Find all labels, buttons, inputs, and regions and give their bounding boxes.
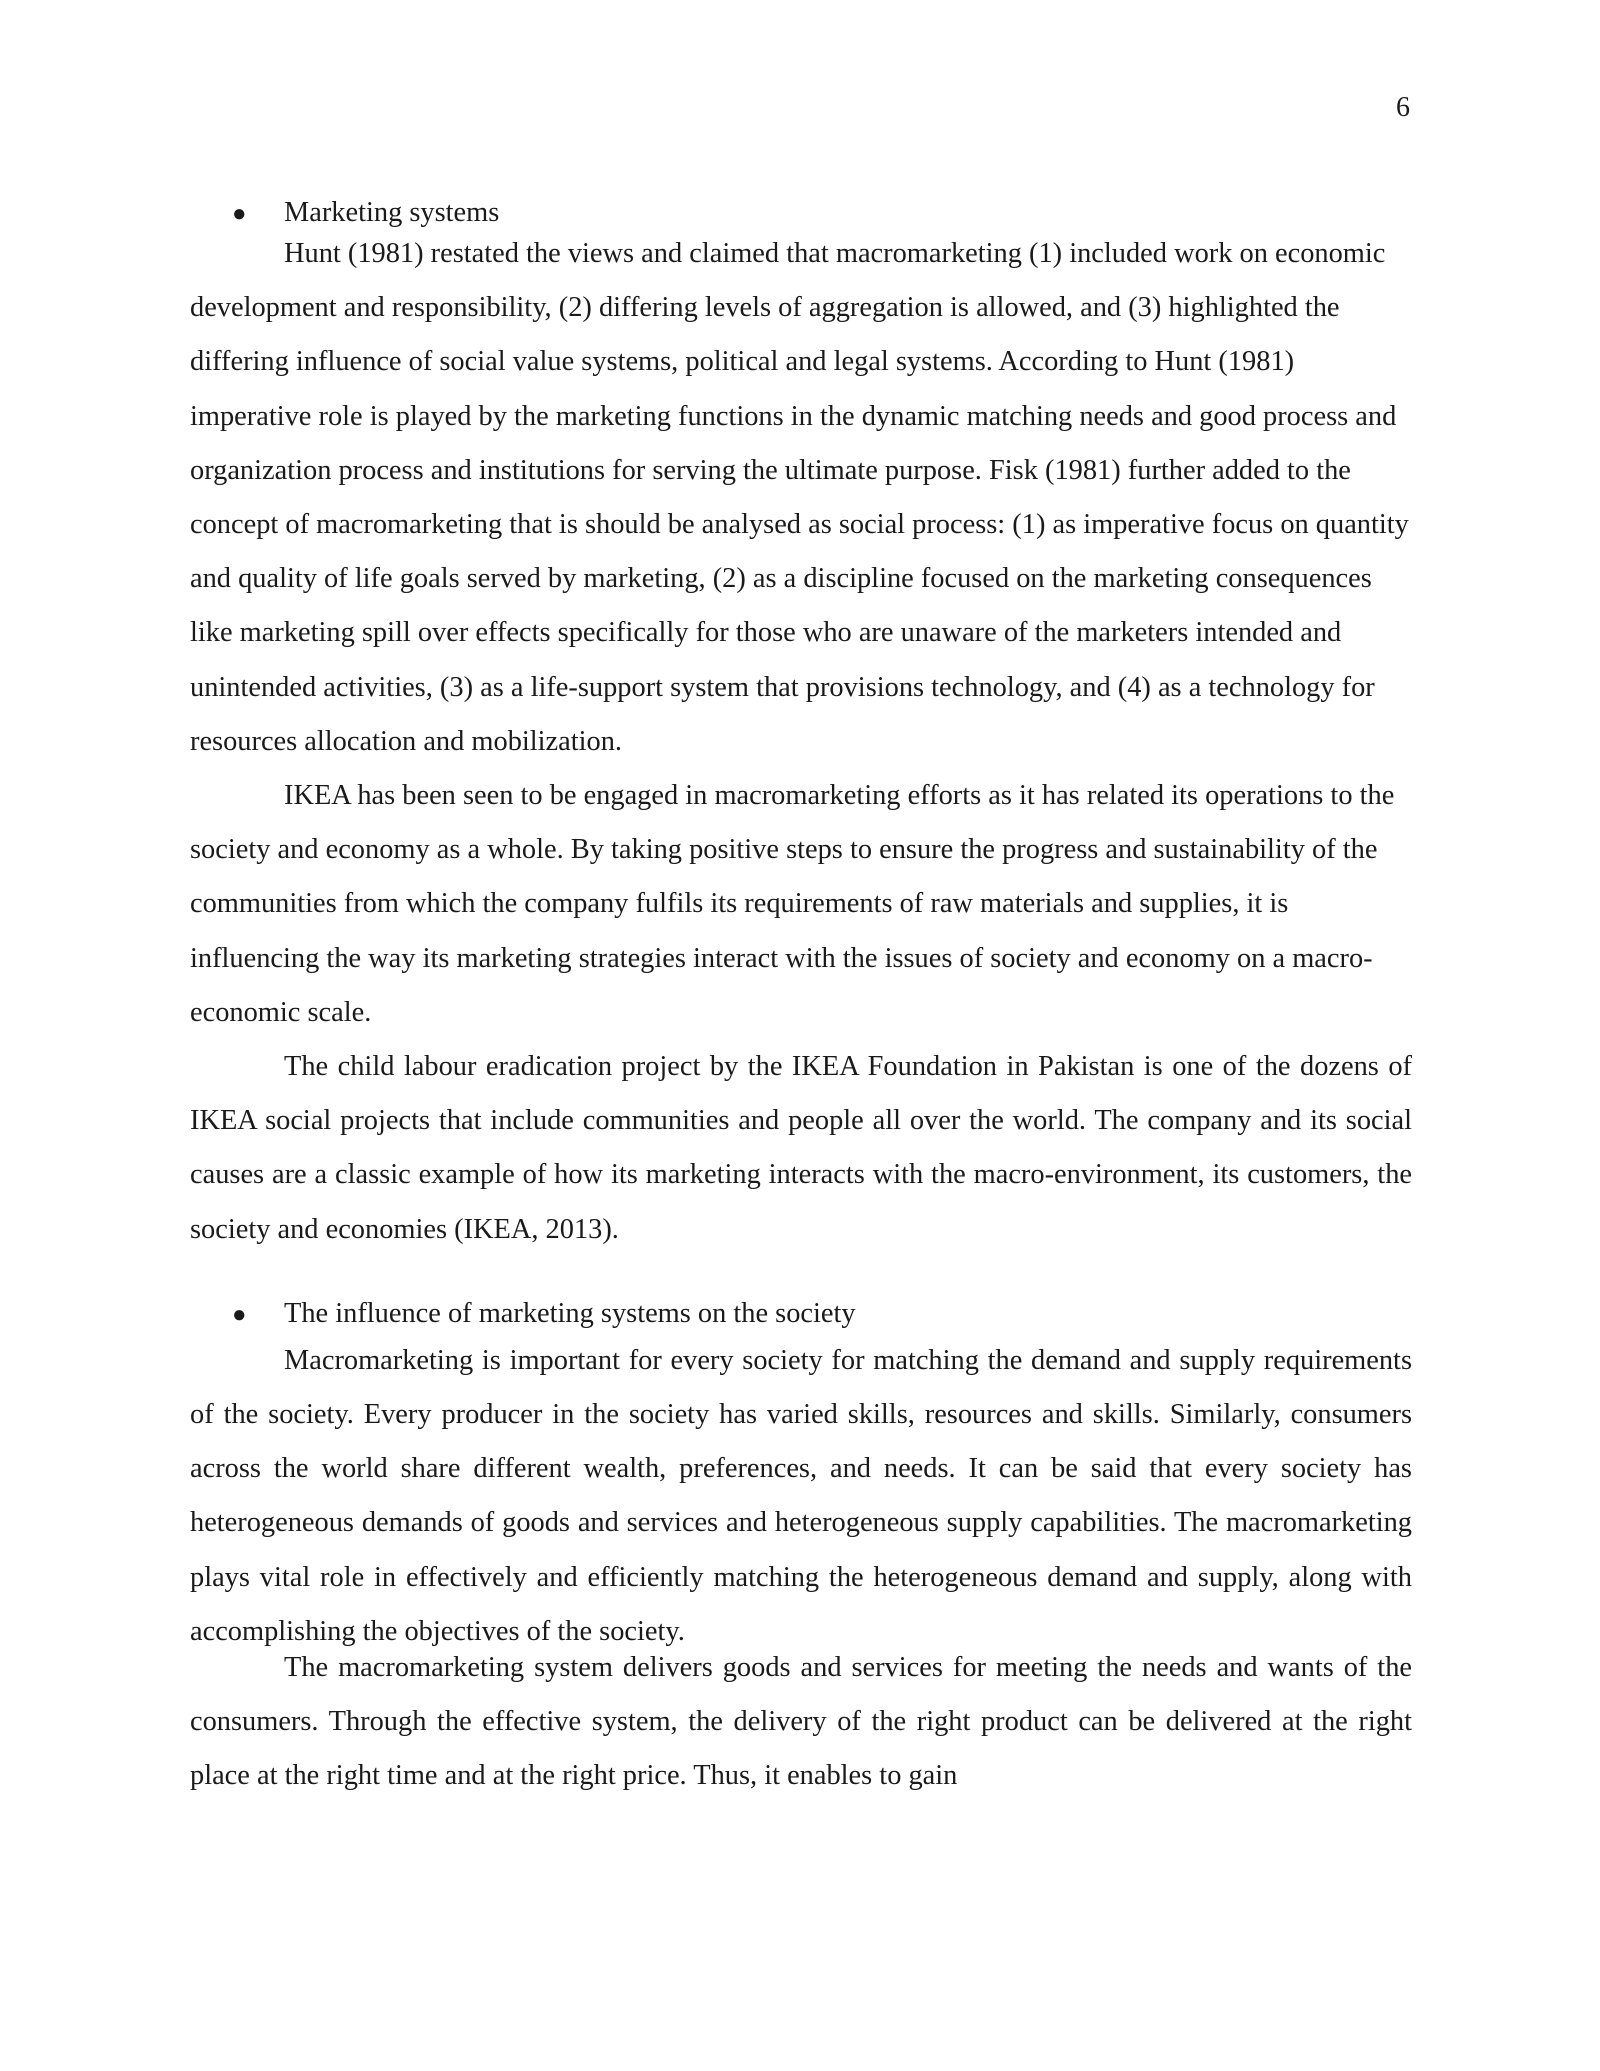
paragraph: The macromarketing system delivers goods and services for meeting the needs and wants of the consumers. Through the effective system, the delivery of the right product can be delivered at the right place at the right time and at the right price. Thus, it enables to gain [190, 1652, 1412, 1792]
paragraph: IKEA has been seen to be engaged in macromarketing efforts as it has related its operations to the society and economy as a whole. By taking positive steps to ensure the progress and sustainability of the communities from which the company fulfils its requirements of raw materials and supplies, it is influencing the way its marketing strategies interact with the issues of society and economy on a macro-economic scale. [190, 780, 1395, 1028]
paragraph: Macromarketing is important for every society for matching the demand and supply requirements of the society. Every producer in the society has varied skills, resources and skills. Similarly, consumers across the world share different wealth, preferences, and needs. It can be said that every society has heterogeneous demands of goods and services and heterogeneous supply capabilities. The macromarketing plays vital role in effectively and efficiently matching the heterogeneous demand and supply, along with accomplishing the objectives of the society. [190, 1344, 1412, 1647]
paragraph: Hunt (1981) restated the views and claimed that macromarketing (1) included work on economic development and responsibility, (2) differing levels of aggregation is allowed, and (3) highlighted the differing influence of social value systems, political and legal systems. According to Hunt (1981) imperative role is played by the marketing functions in the dynamic matching needs and good process and organization process and institutions for serving the ultimate purpose. Fisk (1981) further added to the concept of macromarketing that is should be analysed as social process: (1) as imperative focus on quantity and quality of life goals served by marketing, (2) as a discipline focused on the marketing consequences like marketing spill over effects specifically for those who are unaware of the marketers intended and unintended activities, (3) as a life-support system that provisions technology, and (4) as a technology for resources allocation and mobilization. [190, 238, 1409, 757]
page-number: 6 [1396, 92, 1410, 123]
bullet-heading [190, 1295, 1412, 1334]
bullet-heading-text: Marketing systems [284, 197, 500, 228]
bullet-heading-text: The influence of marketing systems on the society [284, 1297, 856, 1329]
bullet-icon: ● [232, 1301, 247, 1328]
bullet-icon: ● [232, 201, 247, 227]
section-gap [190, 1257, 1412, 1295]
paragraph: The child labour eradication project by the IKEA Foundation in Pakistan is one of the dozens of IKEA social projects that include communities and people all over the world. The company and its social causes are a classic example of how its marketing interacts with the macro-environment, its customers, the society and economies (IKEA, 2013). [190, 1051, 1412, 1245]
document-body [190, 186, 1412, 1804]
